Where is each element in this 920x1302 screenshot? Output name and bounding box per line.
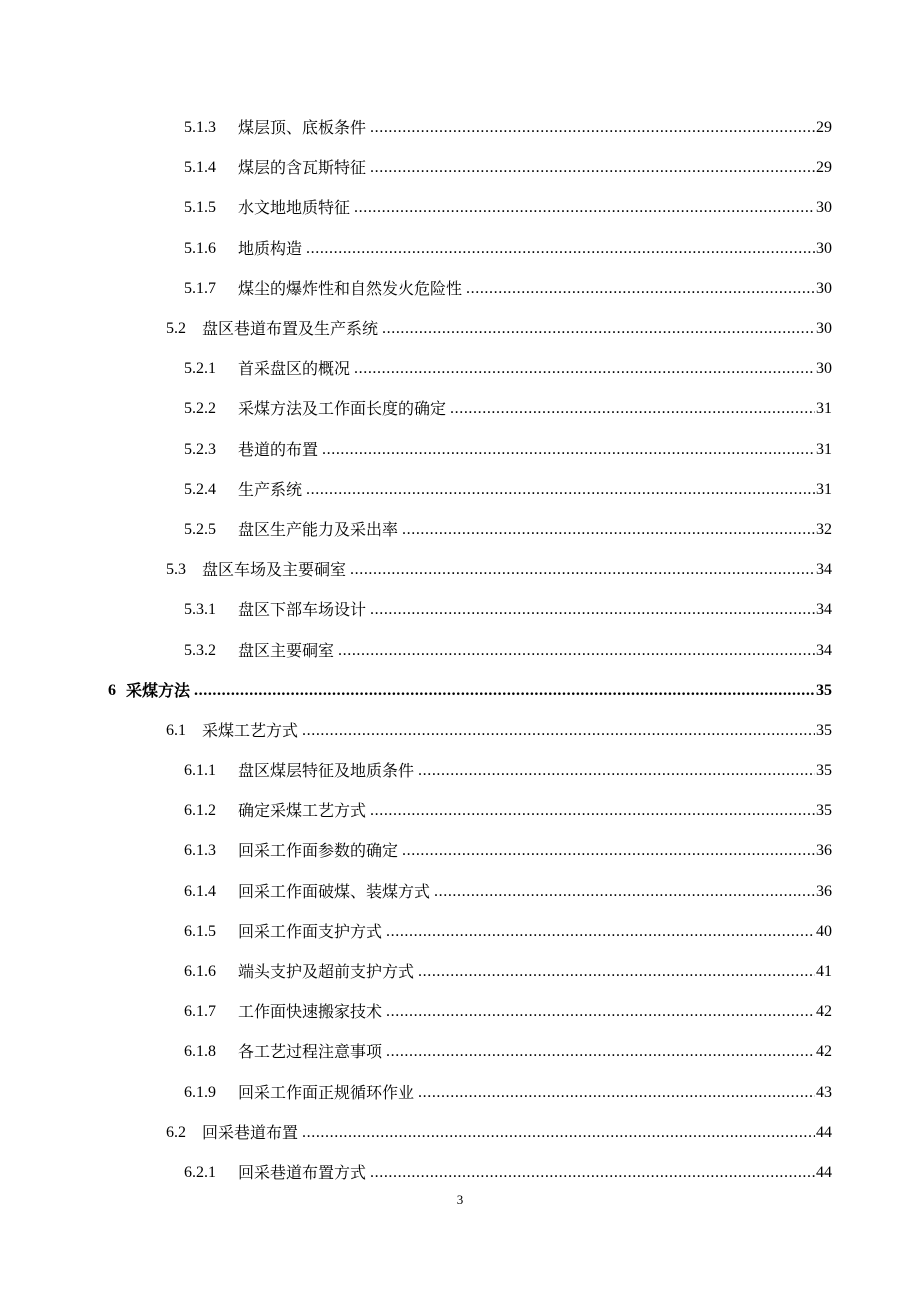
toc-entry[interactable]: [0, 510, 832, 550]
toc-entry-number: 6.1.6: [184, 963, 216, 981]
toc-entry-page: 36: [816, 842, 832, 860]
dot-leader: [418, 761, 815, 781]
dot-leader: [402, 520, 815, 540]
dot-leader: [354, 198, 815, 218]
toc-entry-number: 6.1.2: [184, 802, 216, 820]
toc-entry-page: 30: [816, 239, 832, 257]
dot-leader: [370, 600, 815, 620]
dot-leader: [418, 1083, 815, 1103]
dot-leader: [466, 279, 815, 299]
toc-entry[interactable]: [0, 590, 832, 630]
toc-entry[interactable]: [0, 751, 832, 791]
dot-leader: [354, 359, 815, 379]
toc-entry-number: 6: [108, 681, 116, 699]
toc-entry-title: 盘区主要硐室: [238, 640, 335, 660]
toc-entry-number: 6.1.7: [184, 1003, 216, 1021]
toc-entry[interactable]: [0, 831, 832, 871]
toc-entry-page: 42: [816, 1003, 832, 1021]
toc-entry-page: 30: [816, 320, 832, 338]
toc-entry-title: 回采工作面破煤、装煤方式: [238, 881, 431, 901]
dot-leader: [306, 239, 815, 259]
toc-entry-page: 34: [816, 561, 832, 579]
toc-entry-page: 35: [816, 762, 832, 780]
dot-leader: [370, 1163, 815, 1183]
toc-entry-title: 水文地地质特征: [238, 198, 351, 218]
toc-entry-title: 回采巷道布置方式: [238, 1162, 367, 1182]
toc-entry-page: 30: [816, 279, 832, 297]
toc-entry-number: 5.2.2: [184, 400, 216, 418]
dot-leader: [370, 158, 815, 178]
toc-entry[interactable]: [0, 269, 832, 309]
toc-entry[interactable]: [0, 430, 832, 470]
toc-entry[interactable]: [0, 630, 832, 670]
toc-entry-number: 5.1.5: [184, 199, 216, 217]
toc-entry-title: 采煤方法: [126, 680, 191, 700]
dot-leader: [386, 1002, 815, 1022]
dot-leader: [306, 480, 815, 500]
page-number: 3: [456, 1192, 464, 1207]
toc-entry-number: 6.1.8: [184, 1043, 216, 1061]
toc-entry[interactable]: [0, 1032, 832, 1072]
toc-entry-title: 确定采煤工艺方式: [238, 801, 367, 821]
toc-entry-page: 35: [816, 721, 832, 739]
toc-entry-number: 5.3.1: [184, 601, 216, 619]
dot-leader: [386, 1042, 815, 1062]
toc-entry-number: 5.2.4: [184, 480, 216, 498]
toc-entry-title: 生产系统: [238, 479, 303, 499]
toc-entry[interactable]: [0, 992, 832, 1032]
toc-entry[interactable]: [0, 550, 832, 590]
toc-entry-page: 41: [816, 963, 832, 981]
toc-entry-page: 35: [816, 802, 832, 820]
toc-entry-number: 5.2.5: [184, 520, 216, 538]
dot-leader: [382, 319, 815, 339]
toc-entry-number: 5.3.2: [184, 641, 216, 659]
toc-entry[interactable]: [0, 229, 832, 269]
toc-entry-page: 29: [816, 119, 832, 137]
toc-entry-title: 工作面快速搬家技术: [238, 1002, 383, 1022]
toc-entry-page: 34: [816, 641, 832, 659]
toc-entry-page: 35: [816, 681, 832, 699]
toc-entry[interactable]: [0, 389, 832, 429]
toc-entry-page: 40: [816, 922, 832, 940]
toc-entry[interactable]: [0, 309, 832, 349]
toc-entry[interactable]: [0, 188, 832, 228]
toc-entry-number: 5.1.7: [184, 279, 216, 297]
toc-entry-page: 31: [816, 440, 832, 458]
toc-entry-number: 6.1.3: [184, 842, 216, 860]
toc-entry-title: 回采工作面正规循环作业: [238, 1082, 415, 1102]
toc-entry-title: 地质构造: [238, 238, 303, 258]
toc-entry-title: 端头支护及超前支护方式: [238, 962, 415, 982]
toc-entry-number: 6.1.9: [184, 1083, 216, 1101]
toc-entry-title: 回采工作面参数的确定: [238, 841, 399, 861]
toc-entry-page: 31: [816, 400, 832, 418]
toc-entry-page: 43: [816, 1083, 832, 1101]
toc-entry-page: 29: [816, 159, 832, 177]
toc-entry-number: 5.1.3: [184, 119, 216, 137]
toc-entry-title: 盘区生产能力及采出率: [238, 519, 399, 539]
dot-leader: [386, 922, 815, 942]
dot-leader: [194, 681, 815, 701]
dot-leader: [370, 801, 815, 821]
toc-entry[interactable]: [0, 1073, 832, 1113]
toc-entry[interactable]: [0, 148, 832, 188]
dot-leader: [450, 399, 815, 419]
toc-entry[interactable]: [0, 791, 832, 831]
toc-entry-page: 34: [816, 601, 832, 619]
dot-leader: [402, 841, 815, 861]
toc-entry[interactable]: [0, 711, 832, 751]
toc-entry-number: 5.2.3: [184, 440, 216, 458]
table-of-contents: [0, 108, 920, 1193]
toc-entry[interactable]: [0, 1113, 832, 1153]
toc-entry-title: 各工艺过程注意事项: [238, 1042, 383, 1062]
toc-entry-title: 巷道的布置: [238, 439, 319, 459]
toc-entry-page: 31: [816, 480, 832, 498]
toc-entry-title: 采煤工艺方式: [202, 720, 299, 740]
toc-entry-title: 煤层的含瓦斯特征: [238, 158, 367, 178]
dot-leader: [302, 1123, 815, 1143]
toc-entry-title: 煤尘的爆炸性和自然发火危险性: [238, 278, 463, 298]
dot-leader: [302, 721, 815, 741]
toc-entry-number: 5.1.4: [184, 159, 216, 177]
toc-entry-number: 5.3: [166, 561, 186, 579]
dot-leader: [322, 440, 815, 460]
toc-entry[interactable]: [0, 671, 832, 711]
toc-entry-title: 盘区煤层特征及地质条件: [238, 761, 415, 781]
dot-leader: [434, 882, 815, 902]
toc-entry[interactable]: [0, 108, 832, 148]
toc-entry[interactable]: [0, 1153, 832, 1193]
dot-leader: [418, 962, 815, 982]
toc-entry-page: 30: [816, 199, 832, 217]
toc-entry-number: 6.1: [166, 721, 186, 739]
toc-entry-number: 6.2.1: [184, 1163, 216, 1181]
toc-entry-title: 盘区下部车场设计: [238, 600, 367, 620]
toc-entry-number: 6.1.4: [184, 882, 216, 900]
toc-entry[interactable]: [0, 952, 832, 992]
dot-leader: [338, 641, 815, 661]
toc-entry-title: 首采盘区的概况: [238, 359, 351, 379]
toc-entry-number: 6.2: [166, 1123, 186, 1141]
toc-entry[interactable]: [0, 872, 832, 912]
toc-entry-title: 盘区巷道布置及生产系统: [202, 319, 379, 339]
toc-entry[interactable]: [0, 470, 832, 510]
toc-entry[interactable]: [0, 349, 832, 389]
toc-entry-title: 盘区车场及主要硐室: [202, 560, 347, 580]
toc-entry-title: 回采工作面支护方式: [238, 921, 383, 941]
dot-leader: [350, 560, 815, 580]
toc-entry[interactable]: [0, 912, 832, 952]
toc-entry-number: 6.1.1: [184, 762, 216, 780]
toc-entry-title: 回采巷道布置: [202, 1122, 299, 1142]
toc-entry-number: 5.2.1: [184, 360, 216, 378]
toc-entry-title: 煤层顶、底板条件: [238, 118, 367, 138]
toc-entry-page: 30: [816, 360, 832, 378]
toc-entry-number: 5.2: [166, 320, 186, 338]
toc-entry-page: 44: [816, 1163, 832, 1181]
toc-entry-page: 42: [816, 1043, 832, 1061]
toc-entry-number: 6.1.5: [184, 922, 216, 940]
dot-leader: [370, 118, 815, 138]
toc-entry-page: 36: [816, 882, 832, 900]
toc-entry-page: 44: [816, 1123, 832, 1141]
toc-entry-page: 32: [816, 520, 832, 538]
toc-entry-number: 5.1.6: [184, 239, 216, 257]
toc-entry-title: 采煤方法及工作面长度的确定: [238, 399, 447, 419]
